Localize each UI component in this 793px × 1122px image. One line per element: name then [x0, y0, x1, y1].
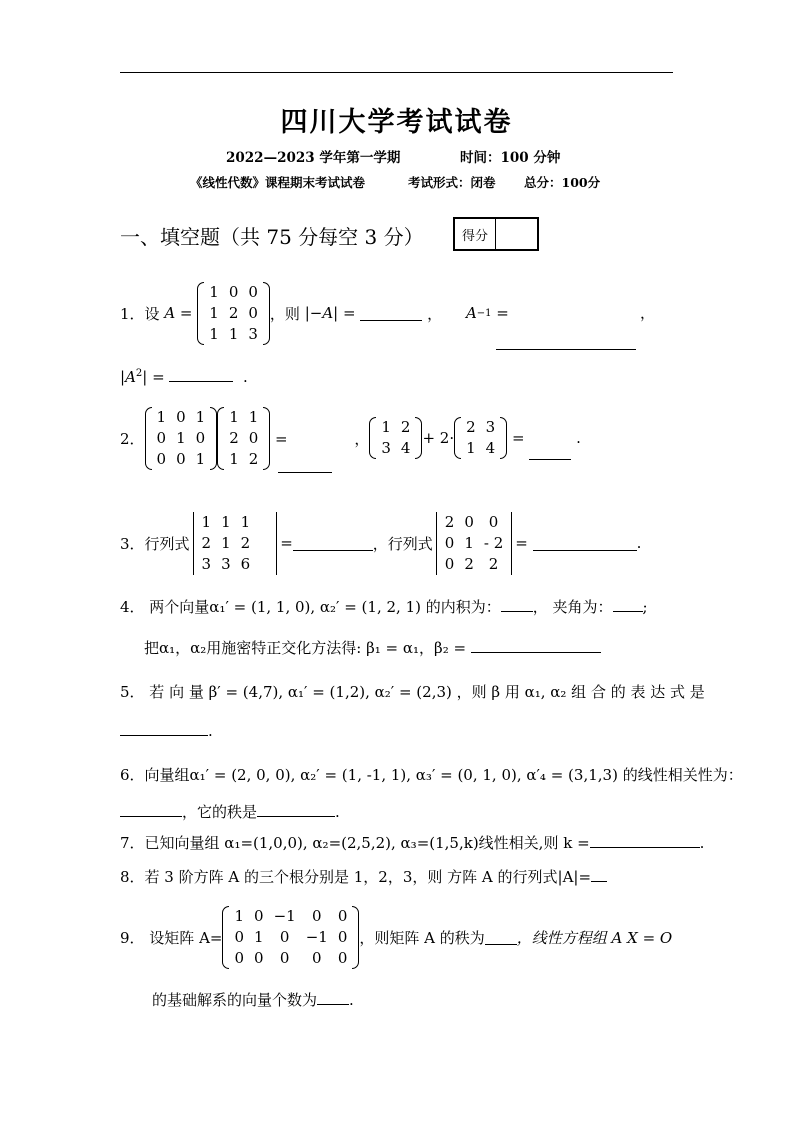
q3-d2-cell: 0: [464, 512, 474, 531]
q2-m4-cell: 3: [485, 418, 496, 436]
q2-coef: + 2·: [422, 429, 455, 447]
q5-blank[interactable]: [120, 720, 208, 736]
q3-mid: ，行列式: [372, 534, 433, 553]
q9-matrix-cell: 0: [337, 906, 348, 925]
q2-m2-cell: 0: [248, 428, 259, 447]
q3-d1-cell: 1: [221, 512, 231, 531]
q3-d1-cell: 2: [201, 533, 212, 552]
q3-d2-cell: 2: [464, 554, 474, 573]
score-box: [453, 217, 539, 251]
exam-form-label: 考试形式：闭卷: [408, 175, 496, 190]
q3-d1-cell: 6: [240, 554, 251, 573]
total-score-label: 总分：100分: [524, 175, 601, 190]
q3-d2-cell: 2: [444, 512, 455, 531]
q9-rank-blank[interactable]: [485, 929, 517, 945]
q1-matrix-cell: 1: [209, 324, 219, 343]
question-8: [120, 866, 607, 887]
q2-matrix-1: [145, 407, 218, 470]
q3-d2-cell: 0: [444, 554, 455, 573]
q6-dependence-blank[interactable]: [120, 801, 182, 817]
q2-m4-cell: 4: [485, 439, 496, 457]
q1-matrix-cell: 1: [209, 282, 219, 301]
q2-m1-cell: 0: [195, 428, 206, 447]
q9-matrix-cell: 0: [234, 948, 245, 967]
q3-d2-cell: 0: [444, 533, 455, 552]
q3-det2-blank[interactable]: [533, 535, 637, 551]
q3-d1-cell: 1: [240, 512, 251, 531]
q3-d2-cell: 0: [488, 512, 499, 531]
q9-matrix-cell: 0: [234, 927, 245, 946]
q4-beta2-blank[interactable]: [471, 637, 601, 653]
question-7: 7．已知向量组 α₁=(1,0,0), α₂=(2,5,2), α₃=(1,5,k)线性相关,则 k = .: [120, 834, 705, 852]
q9-basis-label: 的基础解系的向量个数为: [152, 991, 318, 1009]
q2-m2-cell: 1: [229, 449, 239, 468]
q2-sum-blank[interactable]: [529, 444, 571, 460]
q6-answer-line: ，它的秩是 .: [120, 801, 340, 822]
q9-matrix-cell: 1: [254, 927, 264, 946]
score-box-cell[interactable]: [496, 219, 537, 249]
q6-rank-blank[interactable]: [257, 801, 335, 817]
q6-rank-label: ，它的秩是: [182, 803, 258, 821]
q1-matrix-a: [197, 282, 270, 345]
q1-matrix-cell: 0: [248, 303, 258, 322]
q2-m1-cell: 1: [156, 407, 167, 426]
q1-matrix-cell: 2: [228, 303, 239, 322]
q2-m3-cell: 1: [381, 418, 391, 436]
q1-a2-blank[interactable]: [169, 366, 233, 382]
q8-det-blank[interactable]: [591, 866, 607, 882]
q4-angle-blank[interactable]: [613, 596, 643, 612]
q2-m2-cell: 2: [229, 428, 239, 447]
q9-eq-label: ，线性方程组 A X = O: [516, 928, 673, 947]
q1-det-blank[interactable]: [360, 305, 422, 321]
q2-m1-cell: 0: [156, 449, 167, 468]
q5-answer: .: [120, 720, 213, 740]
q9-basis-blank[interactable]: [317, 989, 349, 1005]
q2-m3-cell: 4: [400, 439, 411, 457]
q2-m2-cell: 1: [229, 407, 239, 426]
q9-matrix-cell: 0: [254, 906, 264, 925]
q1-matrix-cell: 1: [228, 324, 239, 343]
q9-matrix-cell: 0: [254, 948, 264, 967]
question-4: 4． 两个向量α₁′ = (1, 1, 0), α₂′ = (1, 2, 1) 的内积为： ， 夹角为： ;: [120, 598, 648, 616]
q3-d1-cell: 1: [221, 533, 231, 552]
q1-inverse-blank[interactable]: [496, 335, 636, 350]
q4-schmidt-line: [144, 637, 601, 658]
q2-matrix-2: [217, 407, 270, 470]
q1-matrix-cell: 0: [228, 282, 239, 301]
q4-line-1: 4． 两个向量α₁′ = (1, 1, 0), α₂′ = (1, 2, 1) 的内积为：: [120, 598, 501, 616]
q9-rank-label: ，则矩阵 A 的秩为: [359, 928, 485, 947]
q3-d2-cell: 1: [464, 533, 474, 552]
exam-title: 四川大学考试试卷: [280, 107, 513, 138]
q9-matrix-cell: −1: [305, 927, 328, 946]
q9-matrix-cell: 1: [234, 906, 245, 925]
q2-product-blank[interactable]: [278, 460, 332, 473]
q1-matrix-cell: 3: [248, 324, 258, 343]
q2-m1-cell: 1: [195, 449, 206, 468]
q8-text: 8．若 3 阶方阵 A 的三个根分别是 1，2，3，则 方阵 A 的行列式|A|=: [120, 868, 592, 886]
q3-determinant-2: [433, 512, 515, 575]
q1-then: ，则: [269, 304, 300, 323]
question-1: 1．设 A = 1 0 0 1 2 0 1 1 3 ，则 |− A | = ， A −1 =: [120, 282, 509, 343]
q2-m3-cell: 2: [400, 418, 411, 436]
q2-m1-cell: 0: [176, 407, 186, 426]
q3-d1-cell: 3: [201, 554, 212, 573]
q1-inverse-sup: −1: [476, 307, 492, 319]
q2-label: 2．: [120, 429, 145, 448]
q1-label: 1．设: [120, 304, 160, 323]
q9-matrix-cell: 0: [311, 948, 322, 967]
term-label: 2022—2023 学年第一学期: [226, 150, 401, 166]
q2-m1-cell: 0: [176, 449, 186, 468]
q2-m2-cell: 1: [248, 407, 259, 426]
q3-d1-cell: 2: [240, 533, 251, 552]
q9-matrix-cell: −1: [273, 906, 296, 925]
q2-m1-cell: 1: [195, 407, 206, 426]
section-heading: 一、填空题（共 75 分每空 3 分）: [120, 225, 424, 249]
q7-k-blank[interactable]: [590, 832, 700, 848]
question-6: 6．向量组α₁′ = (2, 0, 0), α₂′ = (1, -1, 1), α₃′ = (0, 1, 0), α′₄ = (3,1,3) 的线性相关性为：: [120, 766, 743, 784]
question-9: [120, 902, 672, 972]
q9-matrix: [222, 906, 359, 969]
q2-m3-cell: 3: [381, 439, 391, 457]
q2-m4-cell: 1: [466, 439, 476, 457]
q9-matrix-cell: 0: [337, 927, 348, 946]
question-3: 3．行列式 1 1 1 2 1 2 3 3 6 = ，行列式 2 0 0 0 1 - 2 0 2 2 = .: [120, 512, 642, 573]
q4-line-2: 把α₁，α₂用施密特正交化方法得: β₁ = α₁，β₂ =: [144, 639, 467, 657]
q3-d1-cell: 3: [221, 554, 231, 573]
q3-determinant-1: [190, 512, 281, 575]
q1-a2-line: $|A^2|$ = .: [120, 368, 248, 386]
q3-d1-cell: 1: [201, 512, 212, 531]
q1-inverse-a: A: [465, 304, 477, 322]
q7-text: 7．已知向量组 α₁=(1,0,0), α₂=(2,5,2), α₃=(1,5,k)线性相关,则 k =: [120, 834, 590, 852]
q4-angle-label: ， 夹角为：: [532, 598, 613, 616]
q3-d2-cell: - 2: [483, 533, 504, 552]
q2-m1-cell: 0: [156, 428, 167, 447]
q3-label: 3．行列式: [120, 534, 190, 553]
q1-matrix-cell: 0: [248, 282, 258, 301]
course-label: 《线性代数》课程期末考试试卷: [190, 175, 366, 190]
q9-matrix-cell: 0: [311, 906, 322, 925]
q9-matrix-cell: 0: [279, 948, 290, 967]
q2-m4-cell: 2: [466, 418, 476, 436]
q9-label: 9． 设矩阵 A=: [120, 928, 223, 947]
q9-matrix-cell: 0: [279, 927, 290, 946]
q1-comma: ，: [640, 304, 656, 322]
q2-matrix-4: [454, 417, 507, 459]
question-2: 2． 1 0 1 0 1 0 0 0 1 1 1 2 0 1 2 = ， 1 2 3 4 + 2· 2 3 1 4 = .: [120, 407, 581, 468]
score-box-label: 得分: [455, 219, 496, 249]
time-label: 时间：100 分钟: [460, 150, 561, 166]
q2-m2-cell: 2: [248, 449, 259, 468]
q9-line-2: 的基础解系的向量个数为 .: [152, 991, 354, 1009]
q3-d2-cell: 2: [488, 554, 499, 573]
q2-m1-cell: 1: [176, 428, 186, 447]
top-rule: [120, 72, 673, 73]
q1-matrix-cell: 1: [209, 303, 219, 322]
q9-matrix-cell: 0: [337, 948, 348, 967]
question-5: 5． 若 向 量 β′ = (4,7), α₁′ = (1,2), α₂′ = (2,3) ，则 β 用 α₁, α₂ 组 合 的 表 达 式 是: [120, 683, 705, 701]
q2-matrix-3: [369, 417, 422, 459]
q3-det1-blank[interactable]: [293, 535, 373, 551]
q4-inner-product-blank[interactable]: [501, 596, 533, 612]
